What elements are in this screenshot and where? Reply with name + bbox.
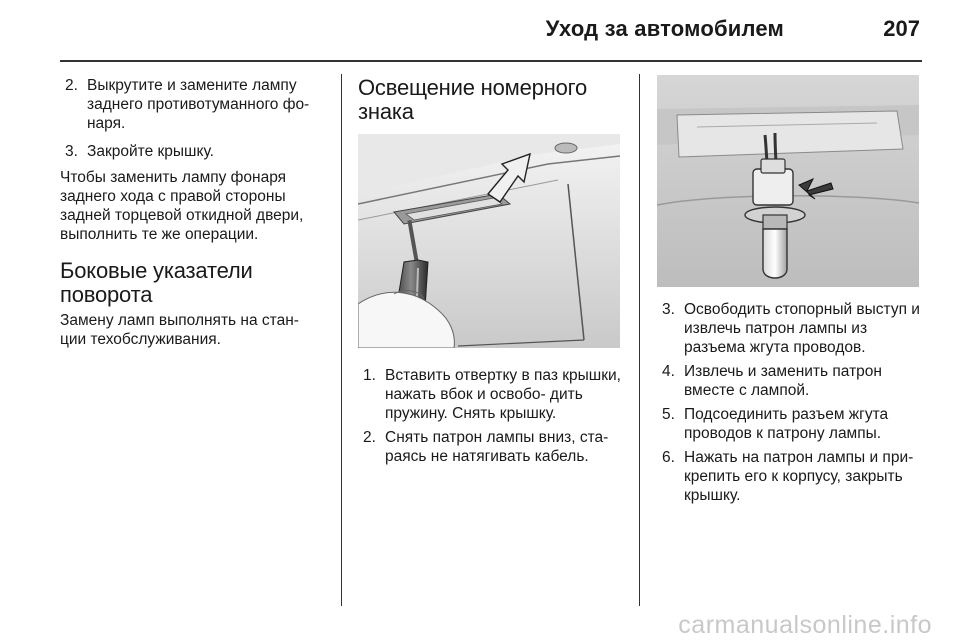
page-number: 207: [883, 16, 920, 41]
watermark: carmanualsonline.info: [678, 611, 932, 639]
list-item: 6. Нажать на патрон лампы и при- крепить его к корпусу, закрыть крышку.: [662, 449, 914, 504]
list-item: 2. Выкрутите и замените лампу заднего противотуманного фо- наря.: [65, 77, 310, 132]
column-middle-steps: [358, 366, 630, 466]
list-item: 2. Снять патрон лампы вниз, ста- раясь не натягивать кабель.: [363, 429, 609, 465]
header-divider: [60, 60, 922, 62]
list-item: 4. Извлечь и заменить патрон вместе с лампой.: [662, 363, 882, 399]
section-heading: Освещение номерного знака: [358, 75, 588, 124]
license-plate-light-illustration: [358, 134, 620, 348]
screwdriver-cover-diagram: [358, 134, 620, 348]
column-left: [60, 76, 328, 349]
step-text: Извлечь и заменить патрон вместе с лампой.: [684, 363, 882, 399]
step-text: Освободить стопорный выступ и извлечь патрон лампы из разъема жгута проводов.: [684, 301, 920, 356]
step-text: Вставить отвертку в паз крышки, нажать вбок и освобо- дить пружину. Снять крышку.: [385, 367, 621, 422]
column-middle: [358, 76, 628, 124]
column-right-steps: [657, 300, 929, 505]
list-item: 1. Вставить отвертку в паз крышки, нажать вбок и освобо- дить пружину. Снять крышку.: [363, 367, 621, 422]
paragraph: Чтобы заменить лампу фонаря заднего хода с правой стороны задней торцевой откидной двери, выполнить те же операции.: [60, 169, 304, 243]
step-text: Подсоединить разъем жгута проводов к патрону лампы.: [684, 406, 889, 442]
step-text: Закройте крышку.: [87, 143, 214, 160]
step-text: Выкрутите и замените лампу заднего противотуманного фо- наря.: [87, 77, 310, 132]
step-text: Нажать на патрон лампы и при- крепить его к корпусу, закрыть крышку.: [684, 449, 914, 504]
bulb-socket-diagram: [657, 75, 919, 287]
section-heading: Боковые указатели поворота: [60, 258, 253, 307]
column-divider: [639, 74, 640, 606]
page-title: Уход за автомобилем: [545, 16, 784, 41]
list-item: 3. Освободить стопорный выступ и извлечь патрон лампы из разъема жгута проводов.: [662, 301, 920, 356]
bulb-socket-illustration: [657, 75, 919, 287]
column-divider: [341, 74, 342, 606]
step-text: Снять патрон лампы вниз, ста- раясь не натягивать кабель.: [385, 429, 609, 465]
list-item: 5. Подсоединить разъем жгута проводов к патрону лампы.: [662, 406, 889, 442]
paragraph: Замену ламп выполнять на стан- ции техобслуживания.: [60, 312, 299, 348]
list-item: 3. Закройте крышку.: [65, 143, 214, 160]
